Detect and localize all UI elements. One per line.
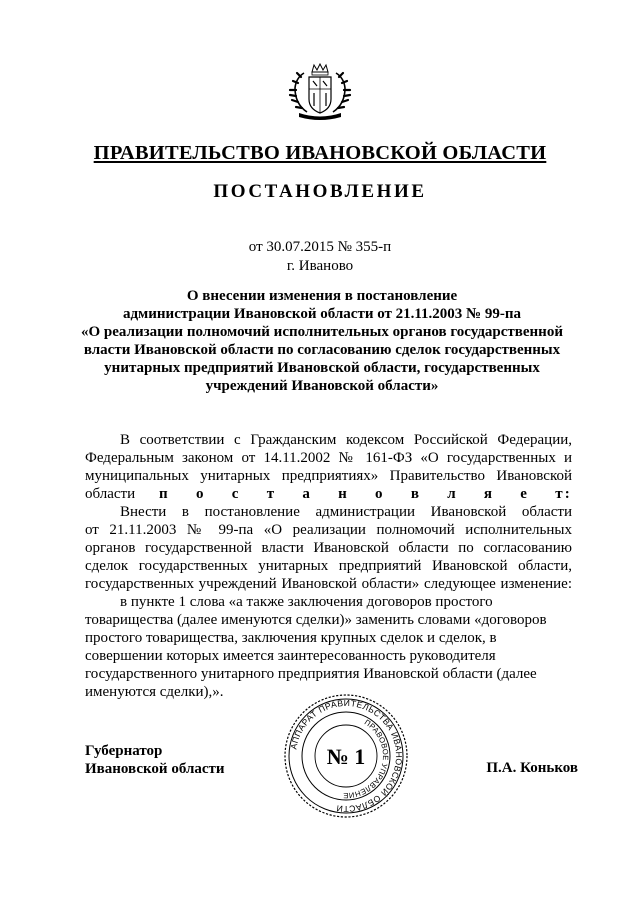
document-date-number: от 30.07.2015 № 355-п — [248, 239, 392, 255]
document-body — [85, 431, 572, 701]
coat-of-arms-icon — [285, 62, 355, 122]
decree-word: п о с т а н о в л я е т: — [159, 486, 573, 502]
official-seal-stamp — [283, 693, 409, 819]
svg-text:АППАРАТ ПРАВИТЕЛЬСТВА ИВАНОВСК: АППАРАТ ПРАВИТЕЛЬСТВА ИВАНОВСКОЙ ОБЛАСТИ — [288, 697, 405, 815]
preamble-paragraph — [85, 431, 572, 503]
clause-2-paragraph: в пункте 1 слова «а также заключения договоров простого товарищества (далее именуются сделки)» заменить словами «договоров простого товарищества, заключения крупных сделок и сделок, в совершении которых имеется заинтересованность руководителя государственного унитарного предприятия Ивановской области (далее именуются сделки),». — [85, 594, 547, 700]
signatory-name: П.А. Коньков — [486, 760, 578, 776]
clause-1-paragraph: Внести в постановление администрации Ивановской области от 21.11.2003 № 99-па «О реализации полномочий исполнительных органов государственной власти Ивановской области по согласованию сделок государственных унитарных предприятий Ивановской области, государственных учреждений Ивановской области» следующее изменение: — [85, 504, 572, 592]
signatory-title: Губернатор Ивановской области — [85, 743, 225, 777]
document-subject: О внесении изменения в постановление администрации Ивановской области от 21.11.2003 № 99-па «О реализации полномочий исполнительных органов государственной власти Ивановской области по согласованию сделок государственных унитарных предприятий Ивановской области, государственных учреждений Ивановской области» — [81, 288, 563, 394]
organization-title: ПРАВИТЕЛЬСТВО ИВАНОВСКОЙ ОБЛАСТИ — [93, 142, 547, 164]
document-city: г. Иваново — [286, 258, 354, 274]
svg-text:ПРАВОВОЕ УПРАВЛЕНИЕ: ПРАВОВОЕ УПРАВЛЕНИЕ — [342, 717, 391, 801]
svg-text:№ 1: № 1 — [326, 744, 366, 769]
preamble-text: В соответствии с Гражданским кодексом Российской Федерации, Федеральным законом от 14.11.2002 № 161-ФЗ «О государственных и муниципальных унитарных предприятиях» Правительство Ивановской области — [85, 432, 572, 502]
document-type: ПОСТАНОВЛЕНИЕ — [213, 181, 427, 202]
